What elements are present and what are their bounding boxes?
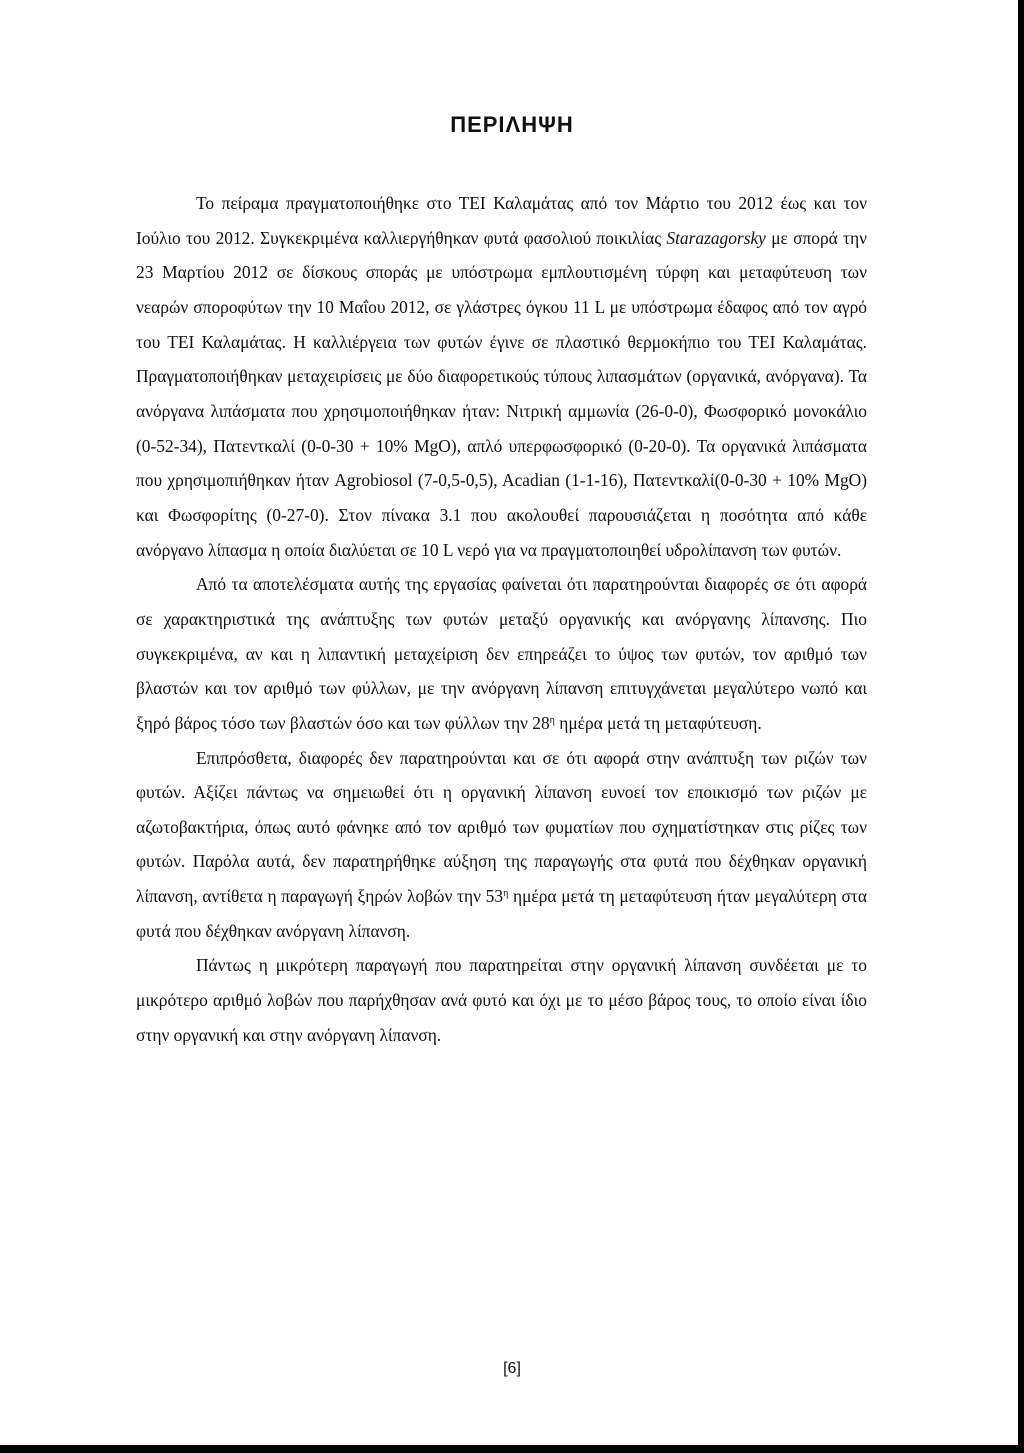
variety-name: Starazagorsky bbox=[666, 227, 766, 248]
page-number: [6] bbox=[503, 1360, 521, 1377]
paragraph-3-text-b: ημέρα μετά τη μεταφύτευση ήταν μεγαλύτερη στα φυτά που δέχθηκαν ανόργανη λίπανση. bbox=[136, 886, 867, 941]
paragraph-4 bbox=[136, 948, 867, 1052]
paragraph-1-text-b: με σπορά την 23 Μαρτίου 2012 σε δίσκους σποράς με υπόστρωμα εμπλουτισμένη τύρφη και μεταφύτευση των νεαρών σποροφύτων την 10 Μαΐου 2012, σε γλάστρες όγκου 11 L με υπόστρωμα έδαφος από τον αγρό του ΤΕΙ Καλαμάτας. Η καλλιέργεια των φυτών έγινε σε πλαστικό θερμοκήπιο του ΤΕΙ Καλαμάτας. Πραγματοποιήθηκαν μεταχειρίσεις με δύο διαφορετικούς τύπους λιπασμάτων (οργανικά, ανόργανα). Τα ανόργανα λιπάσματα που χρησιμοποιήθηκαν ήταν: Νιτρική αμμωνία (26-0-0), Φωσφορικό μονοκάλιο (0-52-34), Πατεντκαλί (0-0-30 + 10% MgO), απλό υπερφωσφορικό (0-20-0). Τα οργανικά λιπάσματα που χρησιμοπιήθηκαν ήταν Agrobiosol (7-0,5-0,5), Acadian (1-1-16), Πατεντκαλί(0-0-30 + 10% MgO) και Φωσφορίτης (0-27-0). Στον πίνακα 3.1 που ακολουθεί παρουσιάζεται η ποσότητα από κάθε ανόργανο λίπασμα η οποία διαλύεται σε 10 L νερό για να πραγματοποιηθεί υδρολίπανση των φυτών. bbox=[136, 227, 868, 560]
paragraph-1-text-a: Το πείραμα πραγματοποιήθηκε στο ΤΕΙ Καλαμάτας από τον Μάρτιο του 2012 έως και τον Ιούλιο του 2012. Συγκεκριμένα καλλιεργήθηκαν φυτά φασολιού ποικιλίας bbox=[136, 193, 867, 248]
paragraph-1 bbox=[136, 186, 867, 567]
page-title: ΠΕΡΙΛΗΨΗ bbox=[450, 112, 574, 137]
paragraph-2-text-a: Από τα αποτελέσματα αυτής της εργασίας φαίνεται ότι παρατηρούνται διαφορές σε ότι αφορά σε χαρακτηριστικά της ανάπτυξης των φυτών μεταξύ οργανικής και ανόργανης λίπανσης. Πιο συγκεκριμένα, αν και η λιπαντική μεταχείριση δεν επηρεάζει το ύψος των φυτών, τον αριθμό των βλαστών και τον αριθμό των φύλλων, με την ανόργανη λίπανση επιτυγχάνεται μεγαλύτερο νωπό και ξηρό βάρος τόσο των βλαστών όσο και των φύλλων την 28 bbox=[136, 574, 867, 733]
scan-border-right bbox=[1018, 0, 1024, 1453]
ordinal-marker: η bbox=[503, 888, 509, 900]
paragraph-3 bbox=[136, 741, 867, 949]
paragraph-4-text: Πάντως η μικρότερη παραγωγή που παρατηρείται στην οργανική λίπανση συνδέεται με το μικρότερο αριθμό λοβών που παρήχθησαν ανά φυτό και όχι με το μέσο βάρος τους, το οποίο είναι ίδιο στην οργανική και στην ανόργανη λίπανση. bbox=[136, 955, 867, 1045]
abstract-body bbox=[136, 186, 867, 1052]
ordinal-marker: η bbox=[549, 714, 555, 726]
paragraph-2-text-b: ημέρα μετά τη μεταφύτευση. bbox=[554, 712, 762, 733]
scan-border-bottom bbox=[0, 1445, 1024, 1453]
paragraph-2 bbox=[136, 567, 867, 740]
paragraph-3-text-a: Επιπρόσθετα, διαφορές δεν παρατηρούνται και σε ότι αφορά στην ανάπτυξη των ριζών των φυτών. Αξίζει πάντως να σημειωθεί ότι η οργανική λίπανση ευνοεί τον εποικισμό των ριζών με αζωτοβακτήρια, όπως αυτό φάνηκε από τον αριθμό των φυματίων που σχηματίστηκαν στις ρίζες των φυτών. Παρόλα αυτά, δεν παρατηρήθηκε αύξηση της παραγωγής στα φυτά που δέχθηκαν οργανική λίπανση, αντίθετα η παραγωγή ξηρών λοβών την 53 bbox=[136, 747, 867, 907]
